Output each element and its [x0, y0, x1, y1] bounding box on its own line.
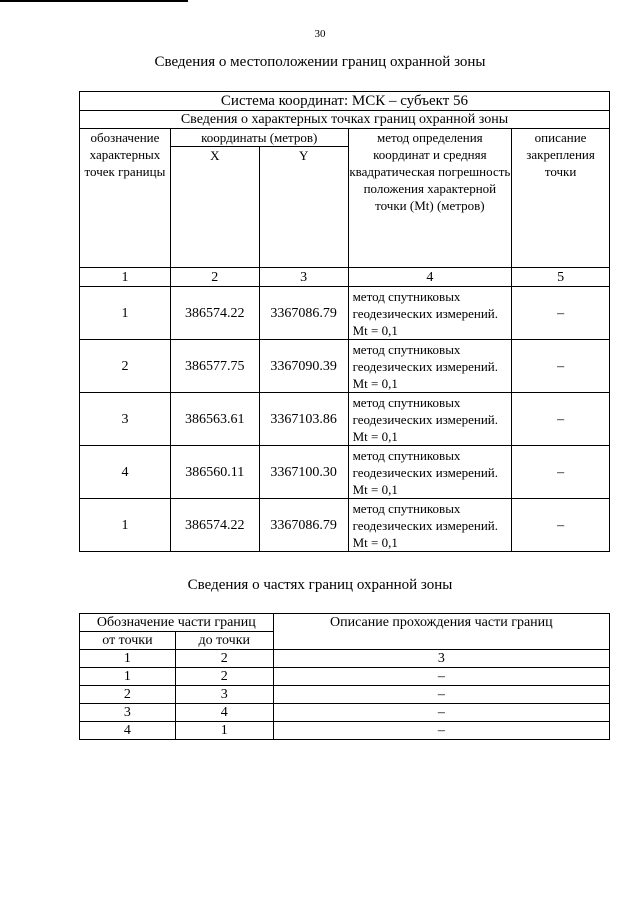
- cell-y: 3367086.79: [259, 287, 348, 340]
- cell-method: метод спутниковых геодезических измерений. Mt = 0,1: [348, 446, 512, 499]
- cell-point: 2: [80, 340, 171, 393]
- header-y: Y: [259, 147, 348, 268]
- header-x: X: [170, 147, 259, 268]
- cell-method: метод спутниковых геодезических измерений. Mt = 0,1: [348, 287, 512, 340]
- table-subtitle: Сведения о характерных точках границ охранной зоны: [80, 111, 610, 129]
- cell-from: 1: [80, 650, 176, 668]
- page-number: 30: [314, 28, 326, 40]
- cell-from: 1: [80, 668, 176, 686]
- coordinates-table: [79, 91, 610, 552]
- table-row: [80, 393, 610, 446]
- boundary-parts-table: [79, 613, 610, 740]
- cell-to: 3: [175, 686, 273, 704]
- cell-y: 3367103.86: [259, 393, 348, 446]
- cell-x: 386574.22: [170, 499, 259, 552]
- cell-desc: –: [273, 722, 609, 740]
- cell-to: 4: [175, 704, 273, 722]
- cell-method: метод спутниковых геодезических измерений. Mt = 0,1: [348, 393, 512, 446]
- cell-desc: –: [512, 499, 610, 552]
- cell-point: 3: [80, 393, 171, 446]
- col-number: 2: [170, 268, 259, 287]
- col-number: 3: [259, 268, 348, 287]
- header-designation: Обозначение части границ: [80, 614, 274, 632]
- cell-x: 386563.61: [170, 393, 259, 446]
- col-number: 1: [80, 268, 171, 287]
- cell-desc: –: [273, 704, 609, 722]
- cell-desc: –: [273, 668, 609, 686]
- col-number: 5: [512, 268, 610, 287]
- header-from: от точки: [80, 632, 176, 650]
- table-row: [80, 668, 610, 686]
- cell-x: 386577.75: [170, 340, 259, 393]
- cell-point: 1: [80, 287, 171, 340]
- cell-x: 386574.22: [170, 287, 259, 340]
- header-description: Описание прохождения части границ: [273, 614, 609, 650]
- cell-to: 2: [175, 668, 273, 686]
- header-point: обозначение характерных точек границы: [80, 129, 171, 268]
- table-row: [80, 340, 610, 393]
- cell-desc: –: [512, 446, 610, 499]
- cell-desc: 3: [273, 650, 609, 668]
- table-row: [80, 650, 610, 668]
- table-row: [80, 704, 610, 722]
- cell-from: 4: [80, 722, 176, 740]
- col-number: 4: [348, 268, 512, 287]
- cell-y: 3367086.79: [259, 499, 348, 552]
- cell-from: 2: [80, 686, 176, 704]
- cell-desc: –: [512, 340, 610, 393]
- table-row: [80, 686, 610, 704]
- cell-to: 2: [175, 650, 273, 668]
- cell-from: 3: [80, 704, 176, 722]
- header-coords: координаты (метров): [170, 129, 348, 147]
- cell-desc: –: [512, 287, 610, 340]
- cell-to: 1: [175, 722, 273, 740]
- cell-y: 3367090.39: [259, 340, 348, 393]
- top-rule: [0, 0, 188, 2]
- cell-desc: –: [512, 393, 610, 446]
- cell-x: 386560.11: [170, 446, 259, 499]
- coordinate-system: Система координат: МСК – субъект 56: [80, 92, 610, 111]
- header-method: метод определения координат и средняя квадратическая погрешность положения характерной точки (Mt) (метров): [348, 129, 512, 268]
- cell-y: 3367100.30: [259, 446, 348, 499]
- cell-desc: –: [273, 686, 609, 704]
- table-row: [80, 499, 610, 552]
- section-title-location: Сведения о местоположении границ охранной зоны: [154, 54, 486, 70]
- header-desc: описание закрепления точки: [512, 129, 610, 268]
- cell-method: метод спутниковых геодезических измерений. Mt = 0,1: [348, 340, 512, 393]
- table-row: [80, 446, 610, 499]
- cell-method: метод спутниковых геодезических измерений. Mt = 0,1: [348, 499, 512, 552]
- cell-point: 4: [80, 446, 171, 499]
- header-to: до точки: [175, 632, 273, 650]
- cell-point: 1: [80, 499, 171, 552]
- table-row: [80, 287, 610, 340]
- table-row: [80, 722, 610, 740]
- section-title-parts: Сведения о частях границ охранной зоны: [187, 577, 453, 593]
